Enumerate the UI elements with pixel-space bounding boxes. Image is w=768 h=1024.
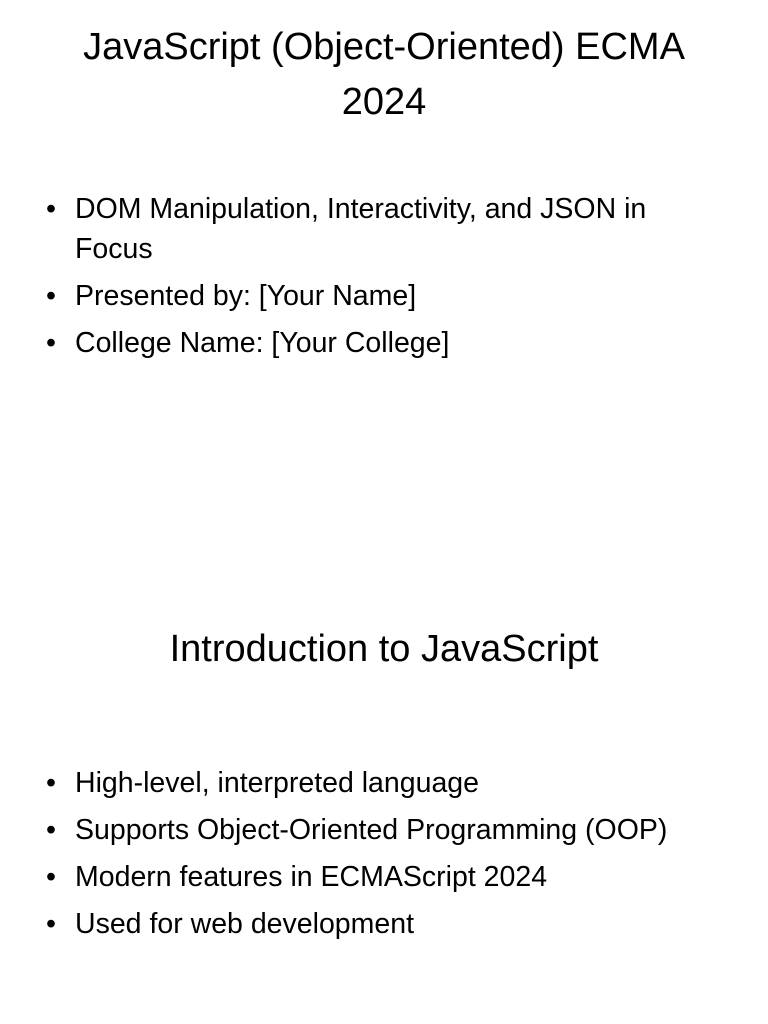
bullet-dot-icon: •: [46, 908, 56, 940]
slide-2-bullet-item: [38, 904, 730, 944]
slide-1-bullet-list: [38, 189, 730, 370]
bullet-text: Supports Object-Oriented Programming (OOP): [75, 814, 668, 846]
slide-2: [0, 512, 768, 1024]
bullet-dot-icon: •: [46, 767, 56, 799]
slide-1-bullet-item: [38, 189, 730, 269]
slide-1-bullet-item: [38, 323, 730, 363]
bullet-dot-icon: •: [46, 327, 56, 359]
slide-2-bullet-item: [38, 763, 730, 803]
bullet-text: Modern features in ECMAScript 2024: [75, 861, 548, 893]
slide-1-bullet-item: [38, 276, 730, 316]
slide-2-bullet-item: [38, 857, 730, 897]
bullet-text: Used for web development: [75, 908, 415, 940]
bullet-text: Presented by: [Your Name]: [75, 280, 417, 312]
bullet-text: High-level, interpreted language: [75, 767, 480, 799]
bullet-dot-icon: •: [46, 280, 56, 312]
slide-1-title: JavaScript (Object-Oriented) ECMA 2024: [83, 26, 685, 123]
bullet-dot-icon: •: [46, 193, 56, 225]
bullet-dot-icon: •: [46, 861, 56, 893]
slide-2-title: Introduction to JavaScript: [169, 628, 599, 670]
bullet-text: DOM Manipulation, Interactivity, and JSON in Focus: [75, 193, 647, 265]
bullet-text: College Name: [Your College]: [75, 327, 450, 359]
slide-2-bullet-list: [38, 763, 730, 951]
bullet-dot-icon: •: [46, 814, 56, 846]
slide-2-bullet-item: [38, 810, 730, 850]
